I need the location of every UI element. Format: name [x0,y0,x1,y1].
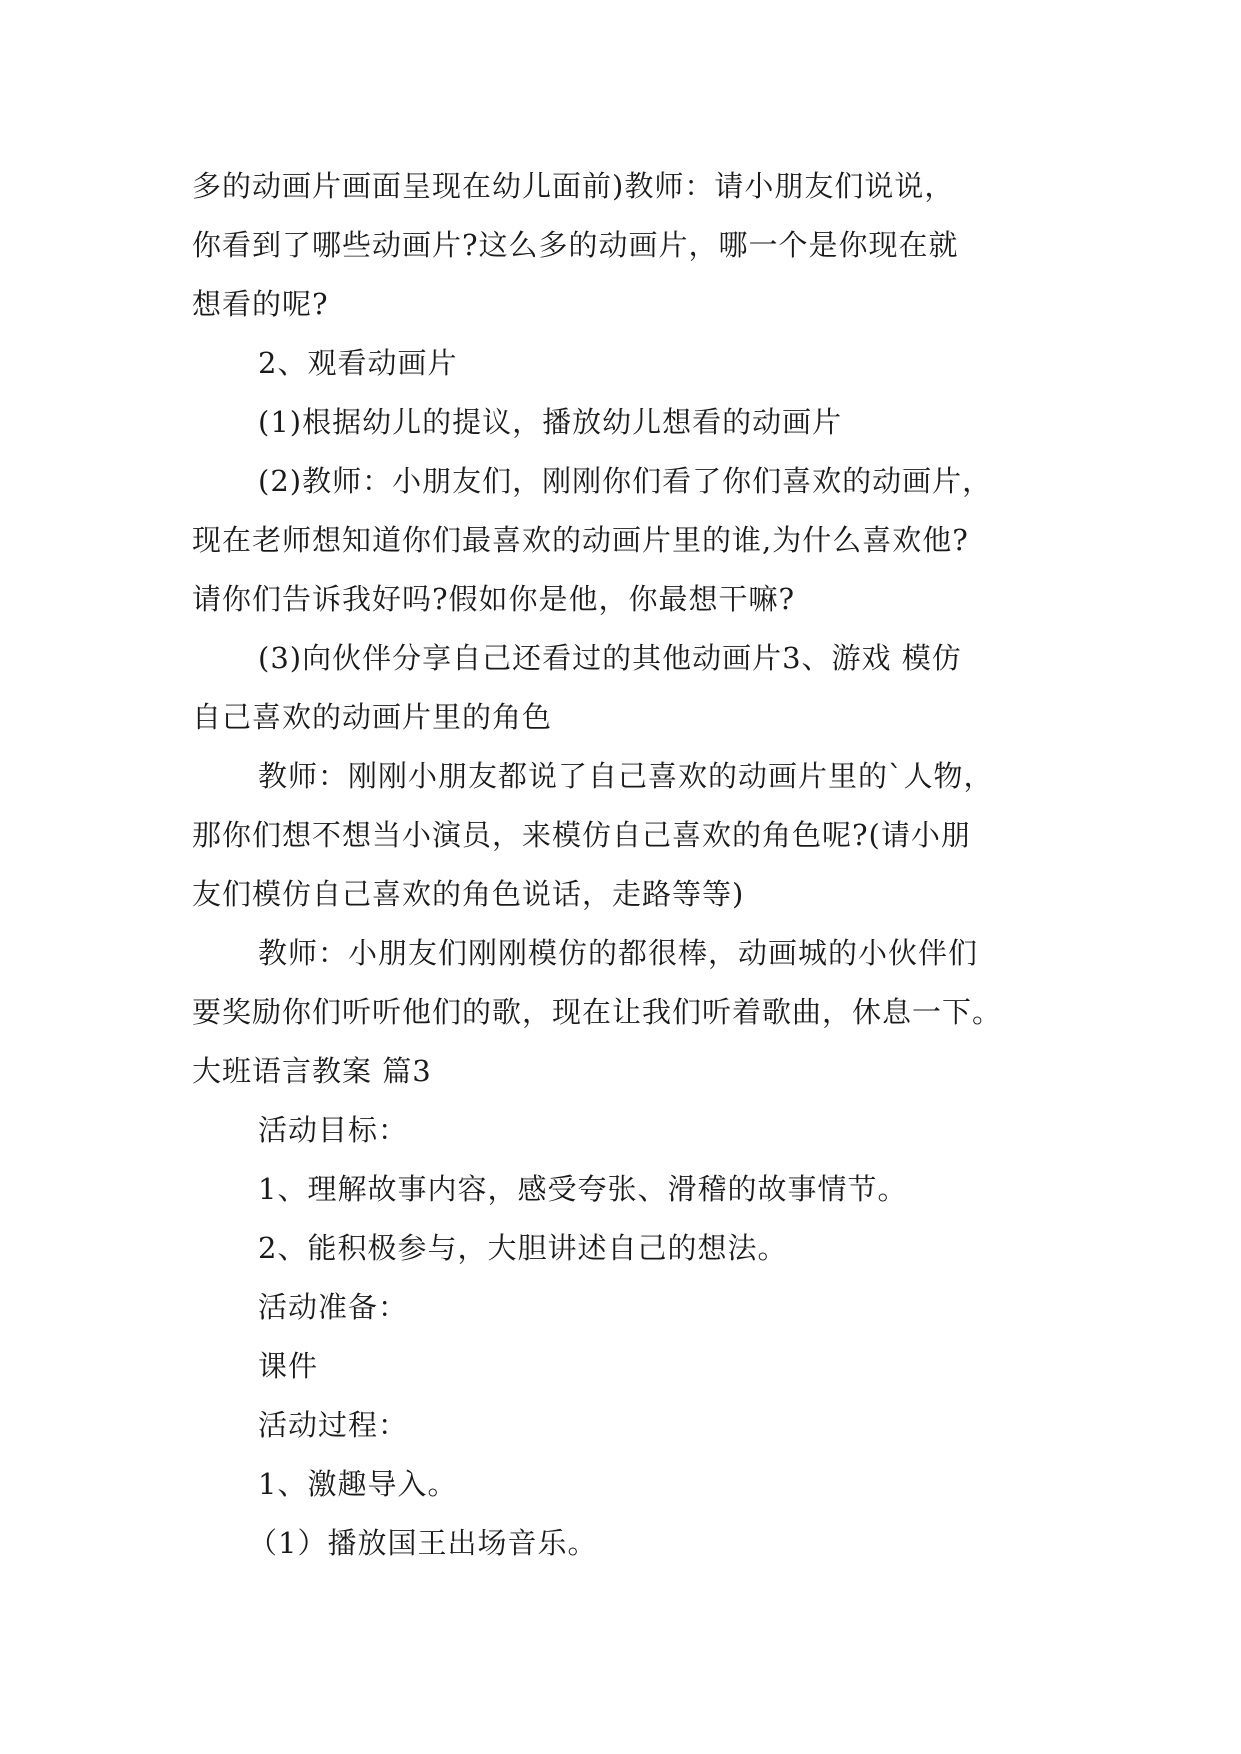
paragraph-line: 请你们告诉我好吗?假如你是他，你最想干嘛? [192,582,796,616]
paragraph-line: 教师：刚刚小朋友都说了自己喜欢的动画片里的`人物， [258,759,994,793]
paragraph-line: (1)根据幼儿的提议，播放幼儿想看的动画片 [258,405,843,439]
list-item: 1、激趣导入。 [258,1467,458,1501]
paragraph-line: 想看的呢? [192,287,329,321]
paragraph-line: 要奖励你们听听他们的歌，现在让我们听着歌曲，休息一下。 [192,995,1003,1029]
section-title: 大班语言教案 篇3 [192,1054,432,1088]
section-heading: 活动过程： [258,1408,409,1442]
paragraph-line: 那你们想不想当小演员，来模仿自己喜欢的角色呢?(请小朋 [192,818,971,852]
paragraph-line: 教师：小朋友们刚刚模仿的都很棒，动画城的小伙伴们 [258,936,979,970]
section-heading: 活动目标： [258,1113,409,1147]
paragraph-line: (3)向伙伴分享自己还看过的其他动画片3、游戏 模仿 [258,641,962,675]
paragraph-line: 多的动画片画面呈现在幼儿面前)教师：请小朋友们说说， [192,169,955,203]
paragraph-line: 你看到了哪些动画片?这么多的动画片，哪一个是你现在就 [192,228,959,262]
section-heading: 2、观看动画片 [258,346,458,380]
paragraph-line: 自己喜欢的动画片里的角色 [192,700,553,734]
list-item: 2、能积极参与，大胆讲述自己的想法。 [258,1231,788,1265]
paragraph-line: 现在老师想知道你们最喜欢的动画片里的谁,为什么喜欢他? [192,523,969,557]
list-item: 1、理解故事内容，感受夸张、滑稽的故事情节。 [258,1172,908,1206]
list-item: （1）播放国王出场音乐。 [248,1526,598,1560]
paragraph-line: (2)教师：小朋友们，刚刚你们看了你们喜欢的动画片， [258,464,993,498]
paragraph-line: 课件 [258,1349,319,1383]
section-heading: 活动准备： [258,1290,409,1324]
paragraph-line: 友们模仿自己喜欢的角色说话，走路等等) [192,877,745,911]
